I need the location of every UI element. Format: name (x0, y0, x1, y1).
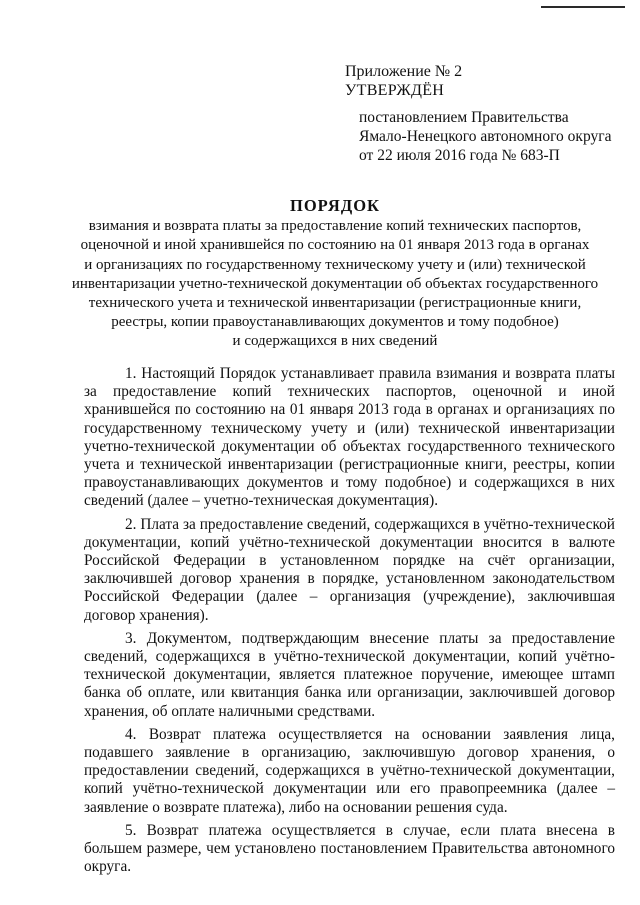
subtitle-line: технического учета и технической инвентаризации (регистрационные книги, (88, 295, 582, 312)
subtitle-line: оценочной и иной хранившейся по состоянию на 01 января 2013 года в органах (80, 237, 590, 254)
approved-label: УТВЕРЖДЁН (345, 82, 445, 99)
document-heading (60, 196, 610, 352)
subtitle-line: реестры, копии правоустанавливающих документов и тому подобное) (111, 314, 559, 331)
paragraph-4: 4. Возврат платежа осуществляется на основании заявления лица, подавшего заявление в организацию, заключившую договор хранения, о предоставлении сведений, содержащихся в учётно-технической документации, копий учётно-технической документации или его правопреемника (далее – заявление о возврате платежа), либо на основании решения суда. (84, 725, 615, 816)
subtitle-line: взимания и возврата платы за предоставление копий технических паспортов, (88, 218, 582, 235)
subtitle-line: и организациях по государственному техническому учету и (или) технической (84, 256, 586, 273)
approval-line: постановлением Правительства (359, 109, 569, 126)
subtitle-line: и содержащихся в них сведений (232, 333, 438, 350)
approval-details (345, 108, 635, 165)
paragraph-5: 5. Возврат платежа осуществляется в случае, если плата внесена в большем размере, чем установлено постановлением Правительства автономного округа. (84, 821, 615, 876)
approval-line: Ямало-Ненецкого автономного округа (359, 128, 612, 145)
approval-line: от 22 июля 2016 года № 683-П (359, 147, 560, 164)
paragraph-1: 1. Настоящий Порядок устанавливает правила взимания и возврата платы за предоставление копий технических паспортов, оценочной и иной хранившейся по состоянию на 01 января 2013 года в органах и организациях по государственному техническому учету и (или) технической инвентаризации учетно-технической документации об объектах государственного технического учета и технической инвентаризации (регистрационные книги, реестры, копии правоустанавливающих документов и тому подобное) и содержащихся в них сведений (далее – учетно-техническая документация). (84, 365, 615, 510)
paragraph-3: 3. Документом, подтверждающим внесение платы за предоставление сведений, содержащихся в учётно-технической документации, копий учётно-технической документации, является платежное поручение, имеющее штамп банка об оплате, или квитанция банка или организации, заключившей договор хранения, об оплате наличными средствами. (84, 629, 615, 720)
paragraph-2: 2. Плата за предоставление сведений, содержащихся в учётно-технической документации, копий учётно-технической документации вносится в валюте Российской Федерации в установленном порядке на счёт организации, заключившей договор хранения в порядке, установленном законодательством Российской Федерации (далее – организация (учреждение), заключившая договор хранения). (84, 515, 615, 624)
subtitle-line: инвентаризации учетно-технической документации об объектах государственного (71, 275, 599, 292)
document-body (84, 365, 615, 881)
approval-block (345, 62, 635, 165)
document-title: ПОРЯДОК (290, 196, 380, 215)
appendix-label: Приложение № 2 (345, 63, 463, 80)
corner-mark (541, 6, 625, 8)
